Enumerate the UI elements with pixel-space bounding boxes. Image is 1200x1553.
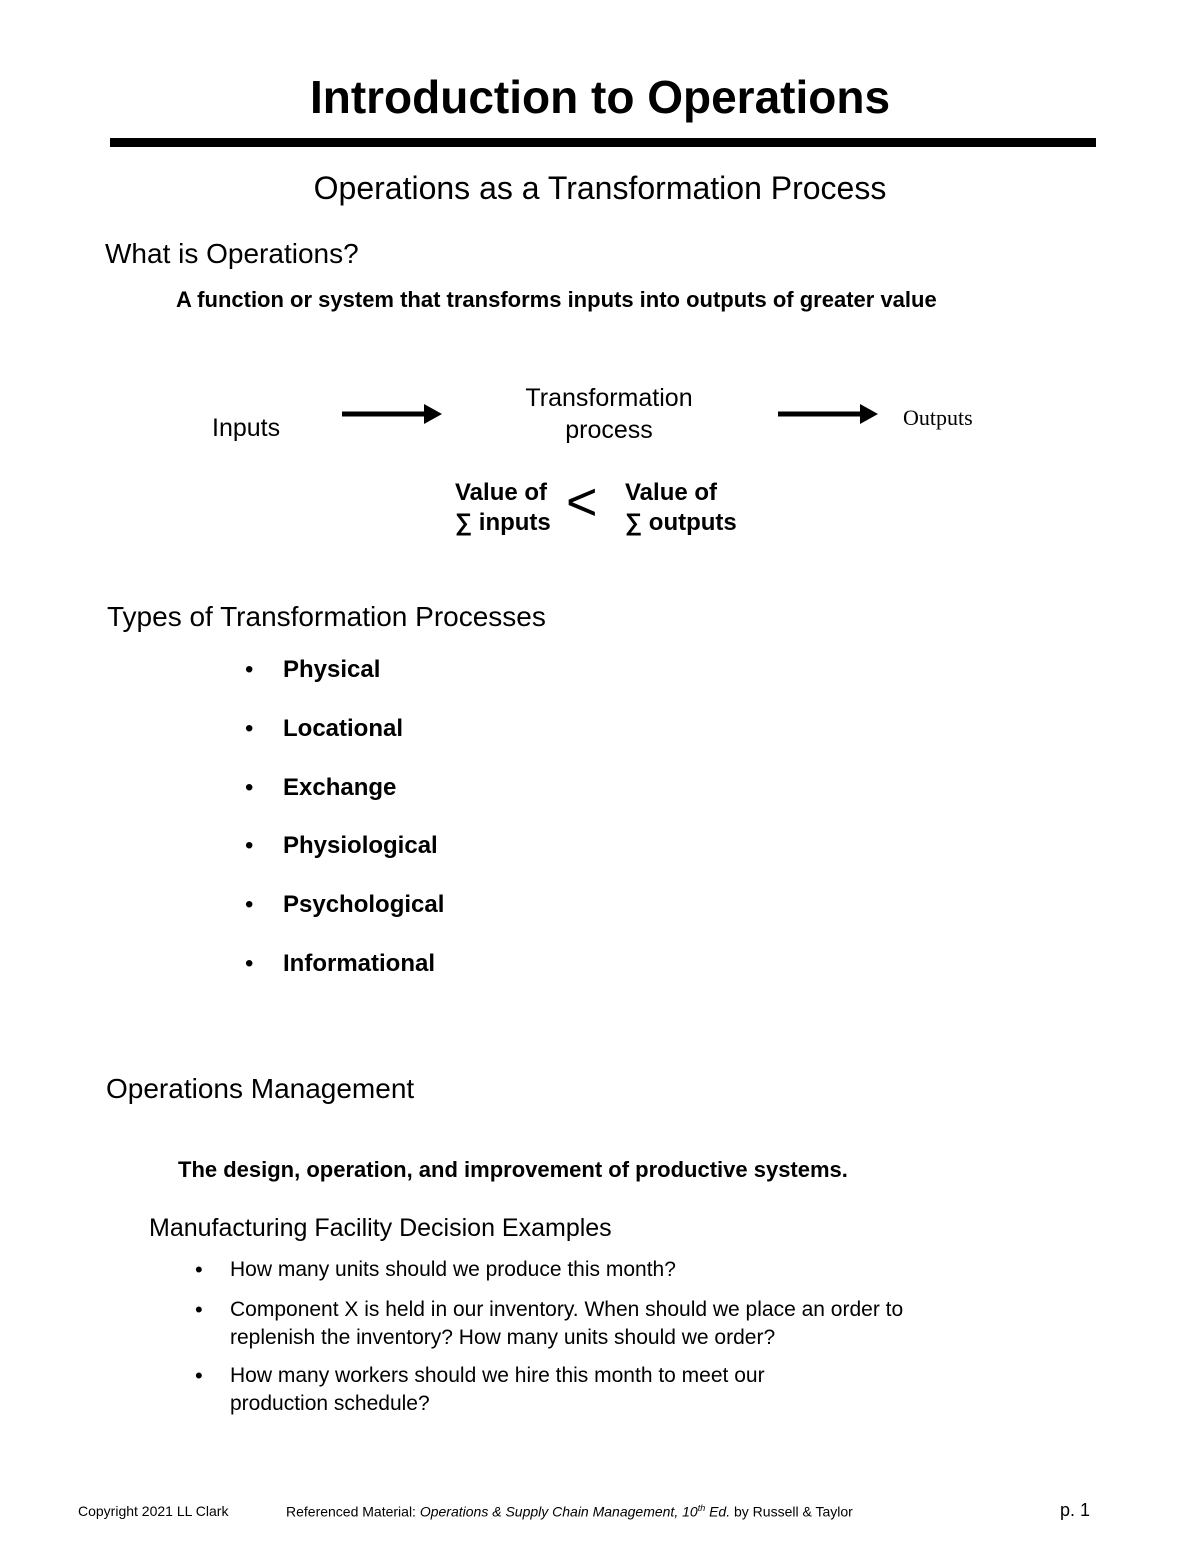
bullet-icon: • — [245, 656, 254, 683]
types-heading: Types of Transformation Processes — [107, 601, 546, 632]
page-title: Introduction to Operations — [309, 71, 891, 123]
om-definition: The design, operation, and improvement of productive systems. — [178, 1157, 848, 1182]
page-number: p. 1 — [1060, 1500, 1091, 1520]
value-of-outputs — [625, 478, 737, 538]
diagram-inputs-label: Inputs — [212, 414, 281, 442]
diagram-transformation-label — [509, 382, 709, 446]
transformation-line-2: process — [565, 416, 653, 444]
less-than-symbol: < — [566, 472, 598, 532]
manufacturing-examples-heading: Manufacturing Facility Decision Examples — [149, 1214, 612, 1242]
reference-title: Operations & Supply Chain Management, 10 — [419, 1503, 698, 1520]
value-in-line-1: Value of — [455, 479, 548, 506]
bullet-icon: • — [195, 1297, 203, 1322]
bullet-icon: • — [245, 891, 254, 918]
operations-management-heading: Operations Management — [106, 1073, 415, 1104]
list-item: • Psychological — [245, 891, 445, 918]
bullet-icon: • — [245, 832, 254, 859]
bullet-icon: • — [195, 1257, 203, 1282]
value-of-inputs — [455, 478, 551, 538]
diagram-outputs-label: Outputs — [903, 405, 973, 430]
footer-copyright: Copyright 2021 LL Clark — [78, 1503, 229, 1519]
transformation-line-1: Transformation — [525, 384, 693, 412]
arrow-right-icon — [778, 401, 880, 427]
page-subtitle: Operations as a Transformation Process — [313, 170, 887, 206]
list-item: • Physical — [245, 656, 381, 683]
value-out-line-1: Value of — [625, 479, 718, 506]
value-out-line-2: ∑ outputs — [625, 509, 737, 536]
bullet-icon: • — [245, 774, 254, 801]
bullet-icon: • — [195, 1363, 203, 1388]
arrow-right-icon — [342, 401, 444, 427]
value-in-line-2: ∑ inputs — [455, 509, 551, 536]
footer-reference: Referenced Material: Operations & Supply Chain Management, 10th Ed. by Russell & Taylor — [286, 1503, 853, 1520]
bullet-icon: • — [245, 715, 254, 742]
list-item: • Locational — [245, 715, 404, 742]
list-item: • Informational — [245, 950, 436, 977]
list-item: • Exchange — [245, 774, 397, 801]
title-rule — [110, 138, 1096, 147]
list-item: • Physiological — [245, 832, 438, 859]
bullet-icon: • — [245, 950, 254, 977]
what-is-operations-heading: What is Operations? — [105, 238, 359, 269]
operations-definition: A function or system that transforms inputs into outputs of greater value — [176, 287, 937, 312]
